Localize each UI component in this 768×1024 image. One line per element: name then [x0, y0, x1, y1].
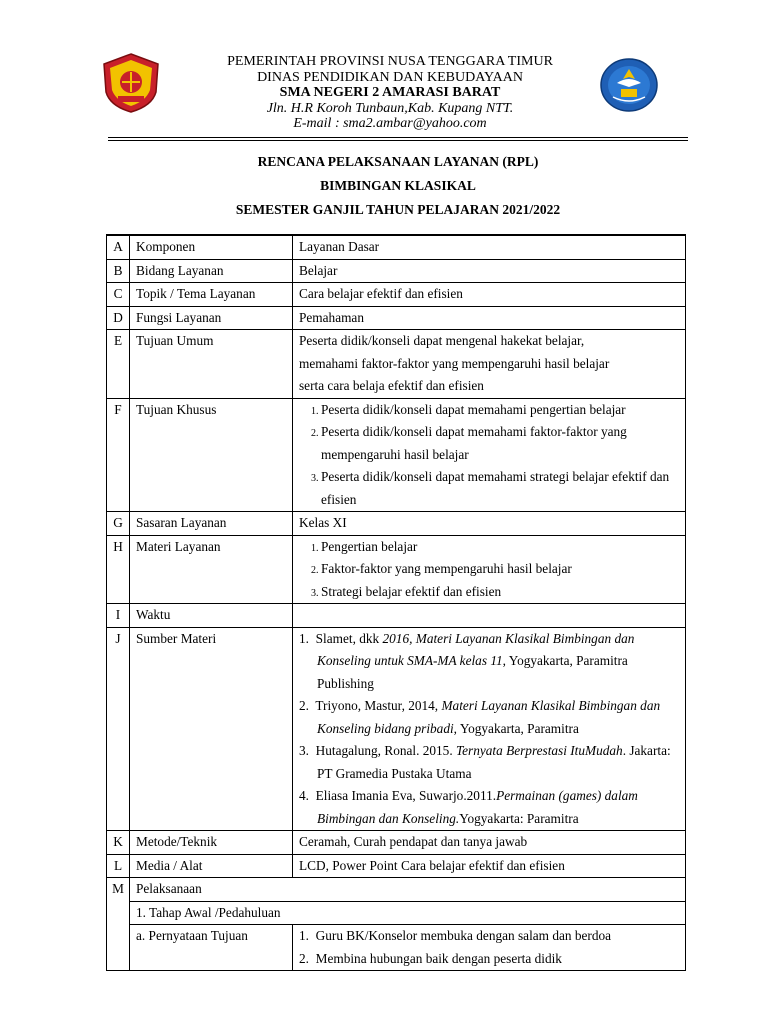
- table-row: [107, 283, 686, 307]
- row-code: D: [107, 306, 130, 330]
- document-subtitle: BIMBINGAN KLASIKAL: [320, 178, 476, 193]
- list-item: 1. Peserta didik/konseli dapat memahami pengertian belajar: [321, 399, 679, 422]
- row-value: [293, 330, 686, 399]
- row-code: C: [107, 283, 130, 307]
- table-row: [107, 235, 686, 259]
- reference-number: 3.: [299, 743, 309, 758]
- row-code: H: [107, 535, 130, 604]
- stage-heading: 1. Tahap Awal /Pedahuluan: [130, 901, 686, 925]
- table-row: [107, 831, 686, 855]
- step-number: 1.: [299, 928, 309, 943]
- row-value: [293, 398, 686, 512]
- rpl-table: [106, 234, 686, 971]
- row-value: [293, 925, 686, 971]
- letterhead-email: E-mail : sma2.ambar@yahoo.com: [293, 116, 487, 131]
- list-item: 3. Peserta didik/konseli dapat memahami strategi belajar efektif dan efisien: [321, 466, 679, 511]
- list-item: 2. Faktor-faktor yang mempengaruhi hasil belajar: [321, 558, 679, 581]
- material-list: [299, 536, 679, 604]
- row-code: K: [107, 831, 130, 855]
- table-row: [107, 604, 686, 628]
- row-code: J: [107, 627, 130, 831]
- province-crest-logo: [100, 52, 162, 114]
- list-item: 3. Strategi belajar efektif dan efisien: [321, 581, 679, 604]
- row-label: Sasaran Layanan: [130, 512, 293, 536]
- row-value: Layanan Dasar: [293, 235, 686, 259]
- table-row: [107, 512, 686, 536]
- letterhead: [160, 54, 620, 132]
- table-row: [107, 925, 686, 971]
- row-value: [293, 535, 686, 604]
- row-code: F: [107, 398, 130, 512]
- row-label: Bidang Layanan: [130, 259, 293, 283]
- reference-number: 1.: [299, 630, 309, 646]
- row-label: Waktu: [130, 604, 293, 628]
- letterhead-address: Jln. H.R Koroh Tunbaun,Kab. Kupang NTT.: [266, 100, 514, 116]
- reference-number: 2.: [299, 698, 309, 713]
- letterhead-rule-thin: [108, 140, 688, 141]
- list-item: 1. Pengertian belajar: [321, 536, 679, 559]
- row-code: I: [107, 604, 130, 628]
- reference-number: 4.: [299, 788, 309, 803]
- row-value: [293, 604, 686, 628]
- row-label: Tujuan Khusus: [130, 398, 293, 512]
- reference-publisher: , Yogyakarta, Paramitra: [453, 720, 579, 736]
- general-goal-line: serta cara belaja efektif dan efisien: [299, 378, 484, 393]
- reference-author: Eliasa Imania Eva, Suwarjo.2011.: [315, 788, 497, 803]
- row-label: Fungsi Layanan: [130, 306, 293, 330]
- specific-goals-list: [299, 399, 679, 512]
- table-row: [107, 306, 686, 330]
- row-label: Metode/Teknik: [130, 831, 293, 855]
- letterhead-department: DINAS PENDIDIKAN DAN KEBUDAYAAN: [257, 69, 523, 85]
- step-number: 2.: [299, 950, 309, 966]
- reference-author: Hutagalung, Ronal. 2015.: [315, 743, 456, 758]
- row-label: Materi Layanan: [130, 535, 293, 604]
- table-row: [107, 854, 686, 878]
- row-value: Pemahaman: [293, 306, 686, 330]
- table-row: [107, 330, 686, 399]
- row-code: A: [107, 235, 130, 259]
- document-title-block: [108, 150, 688, 222]
- row-label: Sumber Materi: [130, 627, 293, 831]
- step-text: Guru BK/Konselor membuka dengan salam dan berdoa: [315, 928, 612, 943]
- reference-title: Ternyata Berprestasi ItuMudah: [455, 743, 623, 758]
- row-code: L: [107, 854, 130, 878]
- reference-publisher: Yogyakarta: Paramitra: [459, 810, 579, 826]
- row-value: LCD, Power Point Cara belajar efektif dan efisien: [293, 854, 686, 878]
- row-code: G: [107, 512, 130, 536]
- table-row: [107, 259, 686, 283]
- reference-item: [299, 628, 679, 696]
- row-label: Tujuan Umum: [130, 330, 293, 399]
- letterhead-government: PEMERINTAH PROVINSI NUSA TENGGARA TIMUR: [227, 54, 553, 69]
- reference-author: Triyono, Mastur, 2014,: [315, 698, 442, 713]
- step-text: Membina hubungan baik dengan peserta didik: [315, 950, 562, 966]
- step-item: [299, 925, 679, 948]
- table-row: [107, 398, 686, 512]
- reference-item: [299, 695, 679, 740]
- reference-item: [299, 740, 679, 785]
- reference-item: [299, 785, 679, 830]
- sub-label: a. Pernyataan Tujuan: [130, 925, 293, 971]
- document-title: RENCANA PELAKSANAAN LAYANAN (RPL): [257, 154, 539, 169]
- reference-title: Materi Layanan Klasikal Bimbingan dan Konseling bidang pribadi: [317, 698, 661, 736]
- row-value: Kelas XI: [293, 512, 686, 536]
- row-value: [293, 627, 686, 831]
- table-row: [107, 627, 686, 831]
- reference-publisher: . Jakarta: PT Gramedia Pustaka Utama: [317, 743, 671, 781]
- tut-wuri-handayani-logo: [599, 57, 659, 113]
- general-goal-line: memahami faktor-faktor yang mempengaruhi hasil belajar: [299, 355, 610, 371]
- row-value: Cara belajar efektif dan efisien: [293, 283, 686, 307]
- letterhead-rule-thick: [108, 137, 688, 138]
- letterhead-school-name: SMA NEGERI 2 AMARASI BARAT: [279, 85, 501, 100]
- row-value: Ceramah, Curah pendapat dan tanya jawab: [293, 831, 686, 855]
- row-label: Pelaksanaan: [130, 878, 686, 902]
- table-row: [107, 878, 686, 902]
- row-code: M: [107, 878, 130, 971]
- row-label: Komponen: [130, 235, 293, 259]
- row-label: Media / Alat: [130, 854, 293, 878]
- reference-title: Permainan (games) dalam Bimbingan dan Konseling.: [317, 788, 638, 826]
- row-code: E: [107, 330, 130, 399]
- row-code: B: [107, 259, 130, 283]
- table-row: [107, 535, 686, 604]
- table-row: [107, 901, 686, 925]
- row-value: Belajar: [293, 259, 686, 283]
- list-item: 2. Peserta didik/konseli dapat memahami faktor-faktor yang mempengaruhi hasil belajar: [321, 421, 679, 466]
- row-label: Topik / Tema Layanan: [130, 283, 293, 307]
- reference-publisher: , Yogyakarta, Paramitra Publishing: [317, 653, 628, 691]
- reference-title: 2016, Materi Layanan Klasikal Bimbingan dan Konseling untuk SMA-MA kelas 11: [317, 630, 635, 668]
- document-semester: SEMESTER GANJIL TAHUN PELAJARAN 2021/2022: [235, 202, 561, 217]
- step-item: [299, 948, 679, 971]
- general-goal-line: Peserta didik/konseli dapat mengenal hakekat belajar,: [299, 333, 585, 348]
- reference-author: Slamet, dkk: [315, 630, 383, 646]
